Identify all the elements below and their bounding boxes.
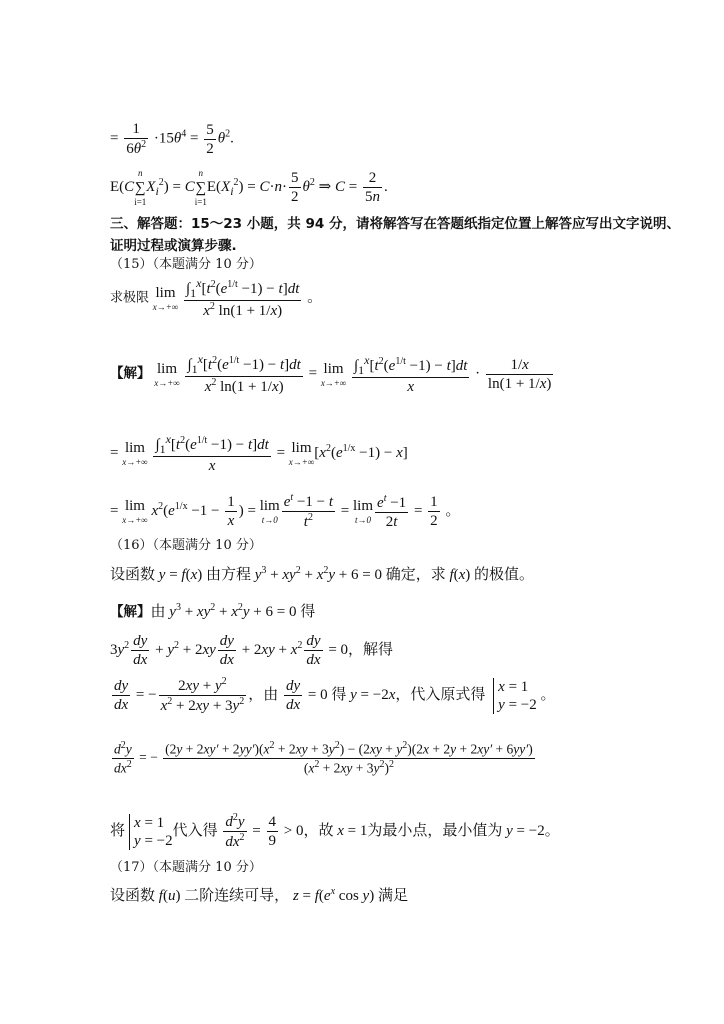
q17-problem: 设函数 f(u) 二阶连续可导， $z = f(e^x$ cos y) 满足 [110, 886, 408, 904]
q16-problem: 设函数 y = f(x) 由方程 $y^3 + xy^2 + x^2y + 6 = 0$ 确定，求 f(x) 的极值。 [110, 565, 535, 583]
sol16-second-derivative: $\frac{d^2y}{dx^2}$ = − $(2y + 2xy' + 2yy')(x^2 + 2xy + 3y^2) - (2xy + y^2)(2x + 2y + 2xy' + 6yy')$ $(x^2 + 2xy + 3y^2)^2$ [114, 740, 533, 776]
section-heading-cont: 证明过程或演算步骤. [110, 238, 237, 254]
sol16-line1: 【解】由 $y^3 + xy^2 + x^2y + 6 = 0$ 得 [110, 602, 316, 620]
q16-heading: （16）（本题满分 10 分） [110, 538, 262, 553]
q15-heading: （15）（本题满分 10 分） [110, 257, 262, 272]
sol16-label: 【解】 [110, 604, 151, 620]
q15-problem: 求极限 lim x→+∞ $\frac{\int_1^x[t^2(e^{1/t} -1) - t]dt}{x^2 \ln(1 + 1/x)}$ 。 [110, 276, 323, 320]
q15-text: 求极限 [110, 290, 150, 306]
sol15-line2: = lim x→+∞ $\frac{\int_1^x[t^2(e^{1/t} -1) - t]dt}{x}$ = lim x→+∞ $[x^2(e^{1/x} -1) - x]$ [110, 432, 408, 475]
sol16-line2: $3y^2$ $\frac{dy}{dx}$ + $y^2 + 2xy$ $\frac{dy}{dx}$ + $2xy + x^2$ $\frac{dy}{dx}$ = 0，解得 [110, 633, 394, 668]
sol16-text-a: ，由 [248, 686, 279, 703]
section-heading: 三、解答题：15～23 小题，共 94 分，请将解答写在答题纸指定位置上解答应写出文字说明、 [110, 216, 680, 232]
sol16-line3: $\frac{dy}{dx}$ = − $\frac{2xy + y^2}{x^2 + 2xy + 3y^2}$ ，由 $\frac{dy}{dx}$ = 0 得 y = −2x，代入原式得 x = 1 y = −2 。 [114, 676, 556, 714]
sol16-conclusion: 将 x = 1 y = −2 代入得 $\frac{d^2y}{dx^2}$ = $\frac{4}{9}$ > 0，故 x = 1为最小点，最小值为 y = −2。 [110, 812, 560, 850]
sol15-line1: 【解】 lim x→+∞ $\frac{\int_1^x[t^2(e^{1/t} -1) - t]dt}{x^2 \ln(1 + 1/x)}$ = lim x→+∞ $\frac{\int_1^x[t^2(e^{1/t} -1) - t]dt}{x}$ · $\frac{1/x}{\ln(1 + 1/x)}$ [110, 352, 552, 396]
eq-line-2: E(C n ∑ i=1 $X_i^2) = C$ n ∑ i=1 $E(X_i^2) = C\cdot n\cdot$ $\frac{5}{2}$ $\theta^2$ ⇒ C = $\frac{2}{5n}$ . [110, 168, 388, 207]
q17-heading: （17）（本题满分 10 分） [110, 860, 262, 875]
sol15-label: 【解】 [110, 365, 151, 382]
sol15-line3: = lim x→+∞ $x^2(e^{1/x} -1$ − $\frac{1}{x}$ ) = lim t→0 $\frac{e^t -1 - t}{t^2}$ = lim t→0 $\frac{e^t -1}{2t}$ = $\frac{1}{2}$ 。 [110, 492, 461, 530]
eq-line-1: = $\frac{1}{6\theta^2}$ $\cdot 15\theta^4$ = $\frac{5}{2}$ $\theta^2$. [110, 121, 234, 157]
